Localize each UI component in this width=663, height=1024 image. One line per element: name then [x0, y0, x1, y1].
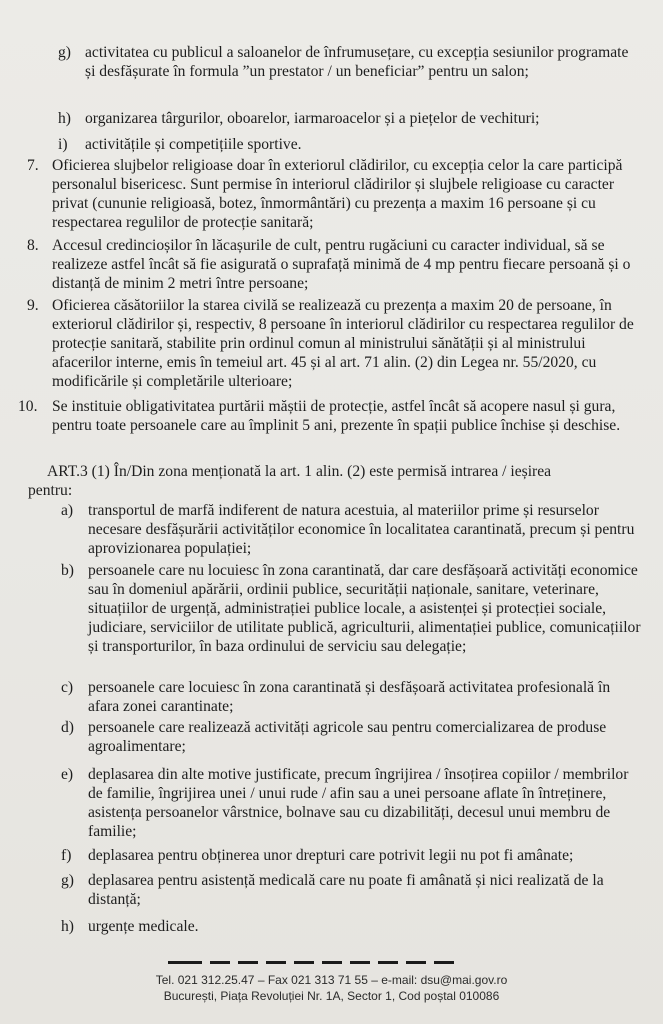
list-marker: h) — [61, 918, 74, 935]
numbered-item-text: Oficierea slujbelor religioase doar în exteriorul clădirilor, cu excepția celor la care participă personalul bisericesc. Sunt permise în interiorul clădirilor și slujbele religioase cu caracter privat (cununie religioasă, botez, înmormântări) cu prezența a maxim 16 persoane și cu respectarea regulilor de protecție sanitară; — [52, 157, 623, 231]
list-marker: f) — [61, 847, 72, 864]
list-marker: i) — [58, 136, 68, 153]
list-item-text: urgențe medicale. — [88, 918, 199, 935]
list-marker: a) — [61, 502, 74, 519]
footer-rule-segment — [168, 961, 202, 964]
list-item-text: persoanele care locuiesc în zona carantinată și desfășoară activitatea profesională în afara zonei carantinate; — [88, 679, 611, 715]
list-item-text: organizarea târgurilor, oboarelor, iarmaroacelor și a piețelor de vechituri; — [85, 110, 540, 127]
numbered-item-text: Se instituie obligativitatea purtării măștii de protecție, astfel încât să acopere nasul și gura, pentru toate persoanele care au împlinit 5 ani, prezente în spații publice închise și deschise. — [52, 398, 621, 434]
list-item-text: activitatea cu publicul a saloanelor de înfrumusețare, cu excepția sesiunilor programate și desfășurate în formula ”un prestator / un beneficiar” pentru un salon; — [85, 44, 629, 80]
list-marker: c) — [61, 679, 74, 696]
article-3-heading: ART.3 (1) În/Din zona menționată la art. 1 alin. (2) este permisă intrarea / ieșirea — [47, 463, 552, 480]
footer-address: București, Piața Revoluției Nr. 1A, Sector 1, Cod poștal 010086 — [163, 989, 500, 1003]
footer-rule-segment — [238, 961, 258, 964]
list-marker: g) — [58, 44, 71, 61]
number-marker: 7. — [27, 157, 39, 174]
footer-rule-segment — [406, 961, 426, 964]
footer-rule-segment — [350, 961, 370, 964]
numbered-item-10 — [18, 397, 641, 454]
list-item-text: persoanele care realizează activități agricole sau pentru comercializarea de produse agroalimentare; — [88, 719, 607, 755]
numbered-item-text: Oficierea căsătoriilor la starea civilă se realizează cu prezența a maxim 20 de persoane, în exteriorul clădirilor și, respectiv, 8 persoane în interiorul clădirilor cu respectarea regulilor de protecție sanitară, stabilite prin ordinul comun al ministrului sănătății și al ministrului afacerilor interne, emis în temeiul art. 45 și al art. 71 alin. (2) din Legea nr. 55/2020, cu modificările și completările ulterioare; — [52, 297, 634, 390]
list-item-text: deplasarea pentru asistență medicală care nu poate fi amânată și nici realizată de la distanță; — [88, 872, 604, 908]
list-item-text: deplasarea din alte motive justificate, precum îngrijirea / însoțirea copiilor / membrilor de familie, îngrijirea unei / unui rude / afin sau a unei persoane aflate în întreținere, asistența persoanelor vârstnice, bolnave sau cu dizabilități, decesul unui membru de familie; — [88, 766, 629, 840]
footer-rule-segment — [434, 961, 454, 964]
list-item-text: persoanele care nu locuiesc în zona carantinată, dar care desfășoară activități economice sau în domeniul apărării, ordinii publice, securității naționale, sanitare, veterinare, situațiilor de urgență, administrației publice locale, a asistenței și protecției sociale, judiciare, serviciilor de utilitate publică, agriculturii, alimentației publice, comunicațiilor și transporturilor, în baza ordinului de serviciu sau delegație; — [88, 562, 641, 655]
numbered-item-text: Accesul credincioșilor în lăcașurile de cult, pentru rugăciuni cu caracter individual, să se realizeze astfel încât să fie asigurată o suprafață minimă de 4 mp pentru fiecare persoană și o distanță de minim 2 metri între persoane; — [52, 237, 631, 292]
footer-rule-segment — [294, 961, 314, 964]
article-3-continuation: pentru: — [28, 482, 73, 499]
list-marker: b) — [61, 562, 74, 579]
footer-rule-segment — [210, 961, 230, 964]
number-marker: 10. — [18, 398, 38, 415]
list-item-h-top — [58, 109, 638, 128]
list-item-g-top — [58, 43, 638, 100]
footer-rule-segment — [322, 961, 342, 964]
footer-rule-segment — [378, 961, 398, 964]
list-marker: h) — [58, 110, 71, 127]
numbered-item-9 — [27, 296, 641, 410]
number-marker: 9. — [27, 297, 39, 314]
list-item-b — [61, 561, 641, 675]
list-marker: g) — [61, 872, 74, 889]
list-item-i-top — [58, 135, 638, 154]
list-item-h — [61, 917, 641, 936]
list-marker: e) — [61, 766, 74, 783]
list-item-text: activitățile și competițiile sportive. — [85, 136, 302, 153]
number-marker: 8. — [27, 237, 39, 254]
list-item-text: transportul de marfă indiferent de natura acestuia, al materiilor prime și resurselor necesare desfășurării activităților economice în localitatea carantinată, precum și pentru aprovizionarea populației; — [88, 502, 635, 557]
footer-contact: Tel. 021 312.25.47 – Fax 021 313 71 55 – e-mail: dsu@mai.gov.ro — [155, 973, 508, 987]
list-item-text: deplasarea pentru obținerea unor drepturi care potrivit legii nu pot fi amânate; — [88, 847, 574, 864]
footer-rule-segment — [266, 961, 286, 964]
list-item-f — [61, 846, 641, 865]
list-marker: d) — [61, 719, 74, 736]
